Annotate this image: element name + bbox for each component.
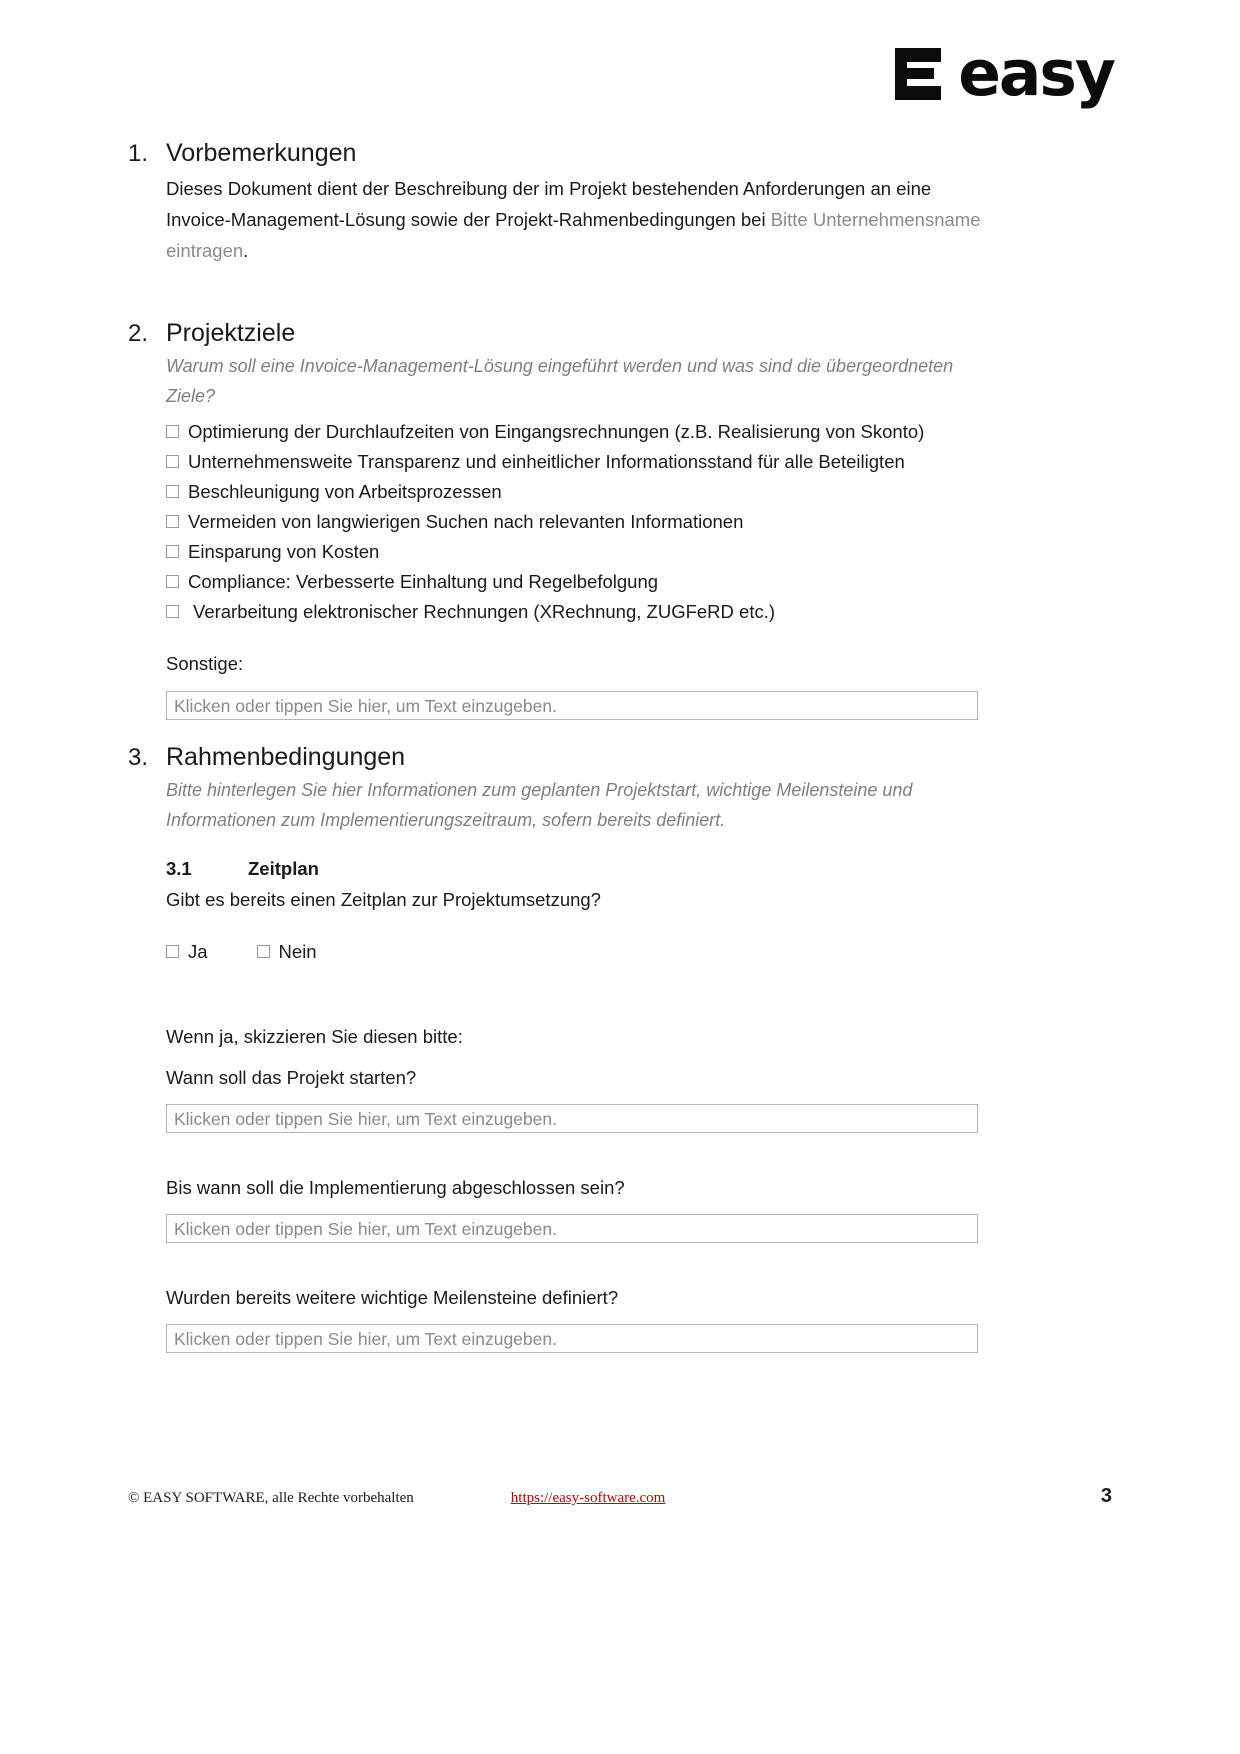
list-item[interactable] [166, 507, 998, 537]
subsection-3-1-title: Zeitplan [248, 858, 319, 879]
subsection-3-1-heading [128, 855, 998, 883]
footer-copyright: © EASY SOFTWARE, alle Rechte vorbehalten [128, 1490, 414, 1506]
list-item[interactable] [166, 597, 998, 627]
meilensteine-input[interactable] [166, 1324, 978, 1353]
section-vorbemerkungen [128, 138, 998, 266]
checkbox-icon[interactable] [166, 605, 179, 618]
sonstige-input-placeholder: Klicken oder tippen Sie hier, um Text einzugeben. [174, 695, 557, 716]
easy-e-mark-icon [895, 48, 941, 100]
list-item[interactable] [166, 567, 998, 597]
section-2-title: Projektziele [166, 319, 296, 347]
list-item[interactable] [166, 537, 998, 567]
checkbox-icon[interactable] [166, 515, 179, 528]
section-3-title: Rahmenbedingungen [166, 743, 406, 771]
option-nein[interactable] [257, 937, 317, 967]
goal-label: Beschleunigung von Arbeitsprozessen [188, 481, 502, 502]
section-3-number: 3. [128, 744, 149, 771]
section-2-heading [128, 318, 998, 349]
option-nein-label: Nein [278, 941, 317, 962]
zeitplan-yesno-group [128, 937, 998, 967]
sonstige-input[interactable] [166, 691, 978, 720]
section-projektziele [128, 318, 998, 720]
checkbox-icon[interactable] [166, 575, 179, 588]
list-item[interactable] [166, 417, 998, 447]
section-1-number: 1. [128, 140, 149, 167]
implementierung-input-placeholder: Klicken oder tippen Sie hier, um Text einzugeben. [174, 1218, 557, 1239]
page-number: 3 [1100, 1485, 1112, 1507]
sonstige-label: Sonstige: [166, 653, 244, 674]
page-footer [128, 1485, 1112, 1508]
section-rahmenbedingungen [128, 742, 998, 1353]
goal-label: Optimierung der Durchlaufzeiten von Eingangsrechnungen (z.B. Realisierung von Skonto) [188, 421, 925, 442]
footer-website-link[interactable]: https://easy-software.com [510, 1490, 666, 1506]
section-1-paragraph-lead: Dieses Dokument dient der Beschreibung der im Projekt bestehenden Anforderungen an eine Invoice-Management-Lösung sowie der Projekt-Rahmenbedingungen bei [166, 178, 932, 230]
sketch-prompt: Wenn ja, skizzieren Sie diesen bitte: [166, 1026, 463, 1047]
section-3-intro: Bitte hinterlegen Sie hier Informationen zum geplanten Projektstart, wichtige Meilensteine und Informationen zum Implementierungszeitraum, sofern bereits definiert. [166, 780, 913, 830]
subsection-3-1-number: 3.1 [166, 858, 192, 879]
checkbox-icon[interactable] [166, 945, 179, 958]
logo-wordmark: easy [958, 37, 1114, 110]
easy-logo [895, 37, 1114, 110]
option-ja[interactable] [166, 937, 208, 967]
project-goals-checklist [128, 417, 998, 627]
goal-label: Einsparung von Kosten [188, 541, 380, 562]
list-item[interactable] [166, 447, 998, 477]
goal-label: Vermeiden von langwierigen Suchen nach relevanten Informationen [188, 511, 744, 532]
goal-label: Verarbeitung elektronischer Rechnungen (XRechnung, ZUGFeRD etc.) [193, 601, 776, 622]
zeitplan-question: Gibt es bereits einen Zeitplan zur Projektumsetzung? [166, 889, 601, 910]
section-1-heading [128, 138, 998, 169]
section-3-heading [128, 742, 998, 773]
goal-label: Unternehmensweite Transparenz und einheitlicher Informationsstand für alle Beteiligten [188, 451, 905, 472]
section-1-paragraph-tail: . [243, 240, 249, 261]
meilensteine-input-placeholder: Klicken oder tippen Sie hier, um Text einzugeben. [174, 1328, 557, 1349]
checkbox-icon[interactable] [166, 485, 179, 498]
section-1-title: Vorbemerkungen [166, 139, 357, 167]
checkbox-icon[interactable] [166, 455, 179, 468]
checkbox-icon[interactable] [257, 945, 270, 958]
question-label-projektstart: Wann soll das Projekt starten? [166, 1067, 417, 1088]
list-item[interactable] [166, 477, 998, 507]
company-name-placeholder[interactable]: Bitte Unternehmensname eintragen [166, 209, 981, 261]
checkbox-icon[interactable] [166, 425, 179, 438]
section-1-paragraph [128, 173, 998, 266]
projektstart-input[interactable] [166, 1104, 978, 1133]
checkbox-icon[interactable] [166, 545, 179, 558]
question-label-implementierung: Bis wann soll die Implementierung abgeschlossen sein? [166, 1177, 625, 1198]
projektstart-input-placeholder: Klicken oder tippen Sie hier, um Text einzugeben. [174, 1108, 557, 1129]
question-label-meilensteine: Wurden bereits weitere wichtige Meilensteine definiert? [166, 1287, 619, 1308]
goal-label: Compliance: Verbesserte Einhaltung und Regelbefolgung [188, 571, 659, 592]
option-ja-label: Ja [188, 941, 208, 962]
implementierung-input[interactable] [166, 1214, 978, 1243]
section-2-number: 2. [128, 320, 149, 347]
section-2-intro: Warum soll eine Invoice-Management-Lösung eingeführt werden und was sind die übergeordneten Ziele? [166, 356, 954, 406]
